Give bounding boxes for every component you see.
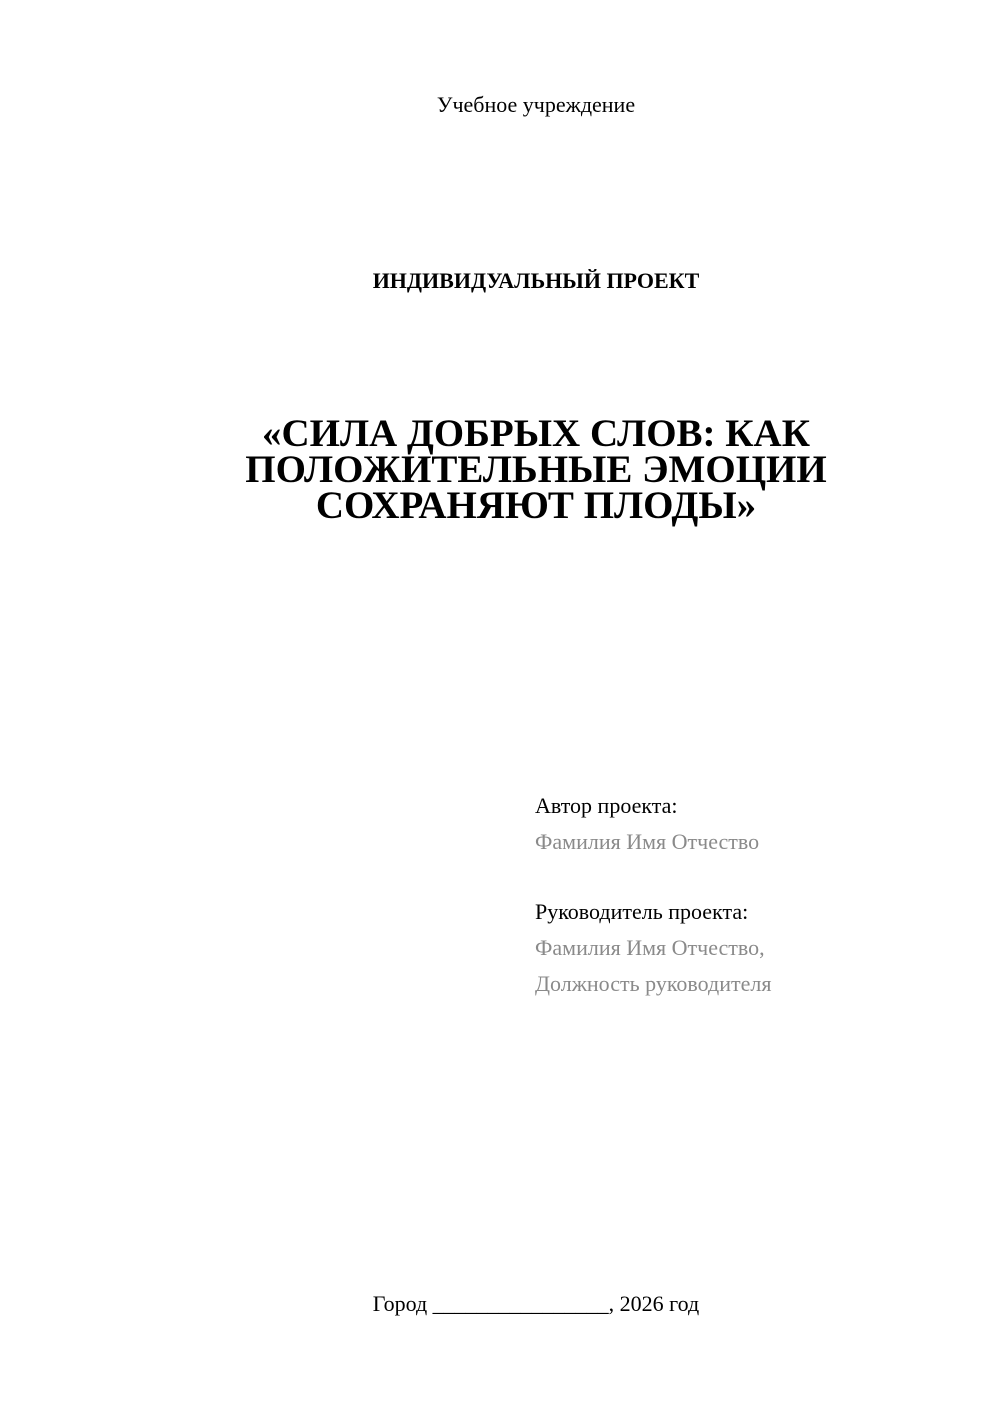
institution-name: Учебное учреждение <box>436 92 636 117</box>
project-title-line-3: СОХРАНЯЮТ ПЛОДЫ» <box>315 484 757 527</box>
document-type-heading: ИНДИВИДУАЛЬНЫЙ ПРОЕКТ <box>372 268 700 293</box>
city-year-line: Город ________________, 2026 год <box>372 1291 700 1316</box>
project-title-line-2: ПОЛОЖИТЕЛЬНЫЕ ЭМОЦИИ <box>245 448 827 491</box>
supervisor-block <box>535 894 975 1002</box>
supervisor-name: Фамилия Имя Отчество, <box>535 935 765 960</box>
project-title-line-1: «СИЛА ДОБРЫХ СЛОВ: КАК <box>261 412 811 455</box>
supervisor-position: Должность руководителя <box>535 971 772 996</box>
project-title <box>0 412 1000 527</box>
author-name: Фамилия Имя Отчество <box>535 829 760 854</box>
author-block <box>535 788 975 860</box>
supervisor-label: Руководитель проекта: <box>535 899 749 924</box>
credits-block <box>535 788 975 1002</box>
author-label: Автор проекта: <box>535 793 678 818</box>
